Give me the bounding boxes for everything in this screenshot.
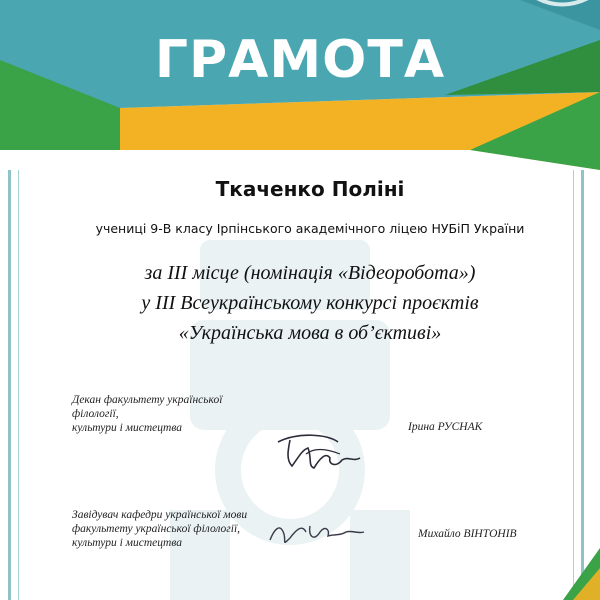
certificate-title: ГРАМОТА (154, 30, 446, 90)
signature-1 (268, 428, 368, 476)
top-arc-decoration (520, 0, 600, 16)
award-line: за ІІІ місце (номінація «Відеоробота») (144, 262, 476, 284)
signatory-position: Завідувач кафедри української мови факультету української філології, культури і мистецтва (72, 509, 248, 549)
signatory-name: Ірина РУСНАК (408, 421, 483, 433)
signatory-name: Михайло ВІНТОНІВ (418, 528, 517, 540)
signatory-position: Декан факультету української філології, культури і мистецтва (72, 394, 223, 434)
corner-accent (563, 548, 600, 600)
award-line: у ІІІ Всеукраїнському конкурсі проєктів (141, 292, 479, 314)
award-line: «Українська мова в об’єктиві» (178, 322, 442, 344)
signature-2 (262, 512, 372, 552)
recipient-name: Ткаченко Поліні (215, 177, 405, 201)
recipient-affiliation: учениці 9-В класу Ірпінського академічного ліцею НУБіП України (95, 221, 525, 236)
award-text (0, 258, 600, 348)
